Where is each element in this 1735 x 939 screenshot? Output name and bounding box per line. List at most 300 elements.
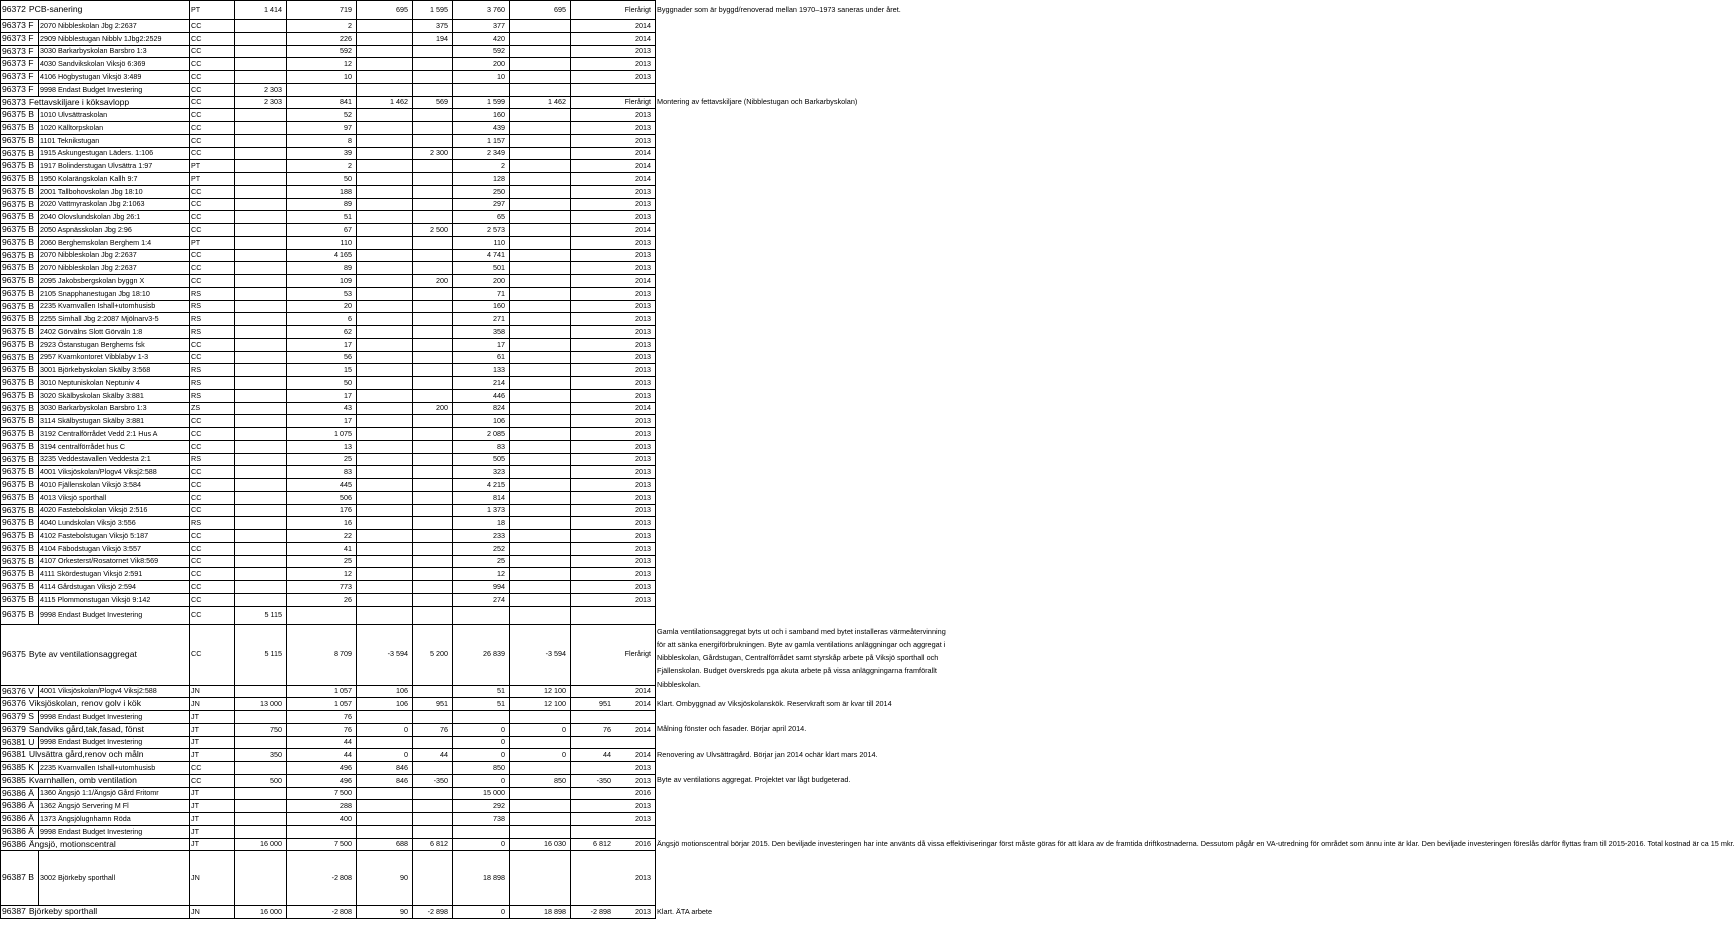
budget-value (234, 108, 286, 121)
total-value: 71 (497, 288, 505, 298)
total-estimate: 1 462 (548, 97, 566, 107)
budget-value (234, 761, 286, 774)
total-value: 0 (501, 750, 505, 760)
responsible-code: JN (191, 873, 200, 883)
object-name: 1915 Askungestugan Läders. 1:106 (40, 148, 154, 158)
responsible-code: JT (191, 826, 199, 836)
budget-value: 2 303 (264, 97, 282, 107)
responsible-code: CC (191, 122, 202, 132)
deviation-value (356, 57, 412, 70)
deviation-value (356, 427, 412, 440)
object-name: 1010 Ulvsättraskolan (40, 110, 108, 120)
responsible-code: CC (191, 212, 202, 222)
outcome-value: 26 (344, 594, 352, 604)
budget-value (234, 376, 286, 389)
table-row (0, 491, 960, 504)
outcome-value: 17 (344, 390, 352, 400)
responsible-code: CC (191, 135, 202, 145)
forecast-value (412, 606, 452, 624)
forecast-value (412, 555, 452, 568)
budget-value (234, 159, 286, 172)
total-value: 233 (493, 530, 505, 540)
project-number: 96379 (2, 723, 26, 734)
outcome-value: 1 075 (334, 428, 352, 438)
object-name: 2235 Kvarnvallen Ishall+utomhusisb (40, 762, 156, 772)
deviation-value: 695 (396, 4, 408, 14)
forecast-value (412, 45, 452, 58)
object-name: 9998 Endast Budget Investering (40, 737, 143, 747)
outcome-value: 6 (348, 314, 352, 324)
total-estimate (509, 567, 570, 580)
comment: Klart. Ombyggnad av Viksjöskolanskök. Reservkraft som är kvar till 2014 (657, 698, 892, 708)
deviation-value (356, 45, 412, 58)
outcome-value: 719 (340, 4, 352, 14)
completion-year: 2013 (635, 556, 651, 566)
total-value: 994 (493, 581, 505, 591)
completion-year: 2013 (635, 314, 651, 324)
budget-value (234, 389, 286, 402)
total-estimate (509, 736, 570, 749)
budget-value (234, 555, 286, 568)
deviation-value (356, 710, 412, 723)
budget-value (234, 453, 286, 466)
completion-year: 2013 (635, 212, 651, 222)
total-estimate (509, 427, 570, 440)
budget-value (234, 325, 286, 338)
forecast-value (412, 70, 452, 83)
deviation-value: 106 (396, 699, 408, 709)
object-id: 96375 B (2, 173, 35, 184)
total-estimate (509, 799, 570, 812)
responsible-code: RS (191, 326, 201, 336)
table-row (0, 57, 960, 70)
object-id: 96375 B (2, 249, 35, 260)
completion-year: 2013 (635, 454, 651, 464)
outcome-value: 89 (344, 199, 352, 209)
responsible-code: JN (191, 686, 200, 696)
deviation-value: 1 462 (390, 97, 408, 107)
object-id: 96375 B (2, 224, 35, 235)
responsible-code: RS (191, 454, 201, 464)
object-name: 9998 Endast Budget Investering (40, 826, 143, 836)
object-name: 2070 Nibbleskolan Jbg 2:2637 (40, 250, 137, 260)
completion-year: 2013 (635, 813, 651, 823)
total-estimate (509, 83, 570, 96)
responsible-code: CC (191, 594, 202, 604)
total-value: 0 (501, 907, 505, 917)
object-name: 1362 Ängsjö Servering M Fl (40, 801, 129, 811)
budget-value (234, 198, 286, 211)
outcome-value: 226 (340, 33, 352, 43)
project-number: 96373 (2, 96, 26, 107)
responsible-code: PT (191, 173, 201, 183)
total-estimate (509, 555, 570, 568)
total-value: 1 157 (487, 135, 505, 145)
budget-value (234, 210, 286, 223)
completion-year: 2014 (635, 750, 651, 760)
deviation-value (356, 249, 412, 262)
object-id: 96375 B (2, 211, 35, 222)
completion-year (570, 606, 655, 624)
table-row (0, 376, 960, 389)
deviation-value (356, 376, 412, 389)
comment: Målning fönster och fasader. Börjar april 2014. (657, 724, 807, 734)
forecast-value (412, 414, 452, 427)
deviation-value (356, 389, 412, 402)
responsible-code: JT (191, 724, 199, 734)
responsible-code: CC (191, 71, 202, 81)
project-name: Kvarnhallen, omb ventilation (28, 774, 137, 785)
total-value: 824 (493, 403, 505, 413)
total-estimate (509, 108, 570, 121)
project-number: 96385 (2, 774, 26, 785)
object-id: 96375 B (2, 504, 35, 515)
budget-value (234, 542, 286, 555)
total-estimate (509, 389, 570, 402)
outcome-value: -2 808 (331, 873, 352, 883)
object-id: 96373 F (2, 83, 34, 94)
table-row (0, 172, 960, 185)
total-estimate (509, 134, 570, 147)
budget-value (234, 414, 286, 427)
budget-value (234, 580, 286, 593)
forecast-value: 569 (436, 97, 448, 107)
object-name: 3194 centralförrådet hus C (40, 441, 126, 451)
forecast-value: -350 (433, 775, 448, 785)
deviation-value (356, 580, 412, 593)
forecast-value (412, 580, 452, 593)
responsible-code: JT (191, 711, 199, 721)
table-row (0, 555, 960, 568)
object-id: 96375 B (2, 542, 35, 553)
budget-value (234, 70, 286, 83)
completion-year: 2013 (635, 326, 651, 336)
budget-value: 350 (270, 750, 282, 760)
outcome-value: 13 (344, 441, 352, 451)
budget-value (234, 147, 286, 160)
total-estimate (509, 147, 570, 160)
object-id: 96376 V (2, 685, 35, 696)
total-value (452, 83, 509, 96)
object-id: 96375 B (2, 568, 35, 579)
total-estimate (509, 787, 570, 800)
comment: Klart. ÄTA arbete (657, 907, 713, 917)
total-estimate (509, 812, 570, 825)
total-value: 592 (493, 46, 505, 56)
budget-value (234, 465, 286, 478)
forecast-value (412, 542, 452, 555)
object-name: 1950 Kolarängskolan Kallh 9:7 (40, 173, 138, 183)
completion-year: 2013 (635, 377, 651, 387)
object-name: 4013 Viksjö sporthall (40, 492, 107, 502)
project-id (0, 723, 189, 736)
budget-value (234, 363, 286, 376)
forecast-value: 2 500 (430, 224, 448, 234)
responsible-code: RS (191, 301, 201, 311)
outcome-value: 592 (340, 46, 352, 56)
outcome-value: 53 (344, 288, 352, 298)
completion-year: 2014 (635, 224, 651, 234)
total-estimate (509, 70, 570, 83)
object-id: 96386 Ä (2, 825, 35, 836)
total-estimate (509, 478, 570, 491)
forecast-value (412, 108, 452, 121)
table-row (0, 465, 960, 478)
responsible-code: CC (191, 59, 202, 69)
deviation-value (356, 121, 412, 134)
forecast-value: 200 (436, 275, 448, 285)
deviation-value (356, 19, 412, 32)
completion-year: 2014 (635, 699, 651, 709)
table-row (0, 159, 960, 172)
completion-year: 2013 (635, 122, 651, 132)
completion-year (570, 83, 655, 96)
year-deviation: 76 (603, 724, 611, 734)
total-estimate (509, 210, 570, 223)
project-name: Ulvsättra gård,renov och måln (28, 749, 144, 760)
outcome-value: 25 (344, 454, 352, 464)
total-estimate (509, 121, 570, 134)
table-row (0, 478, 960, 491)
completion-year: 2013 (635, 416, 651, 426)
object-id: 96386 Ä (2, 800, 35, 811)
deviation-value: 688 (396, 839, 408, 849)
table-row (0, 210, 960, 223)
completion-year (570, 710, 655, 723)
project-id (0, 838, 189, 851)
forecast-value (412, 198, 452, 211)
total-estimate (509, 312, 570, 325)
responsible-code: PT (191, 161, 201, 171)
responsible-code: CC (191, 492, 202, 502)
forecast-value (412, 812, 452, 825)
completion-year: 2013 (635, 390, 651, 400)
completion-year: 2013 (635, 775, 651, 785)
total-estimate (509, 465, 570, 478)
object-id: 96375 B (2, 581, 35, 592)
total-value: 3 760 (487, 4, 505, 14)
total-estimate (509, 261, 570, 274)
budget-value (234, 45, 286, 58)
completion-year: 2014 (635, 148, 651, 158)
total-estimate (509, 57, 570, 70)
object-name: 3235 Veddestavallen Veddesta 2:1 (40, 454, 151, 464)
budget-value (234, 351, 286, 364)
total-estimate (509, 440, 570, 453)
budget-value (234, 261, 286, 274)
budget-value: 750 (270, 724, 282, 734)
budget-value: 5 115 (264, 649, 282, 659)
outcome-value: 50 (344, 377, 352, 387)
forecast-value (412, 465, 452, 478)
object-name: 2050 Aspnässkolan Jbg 2:96 (40, 224, 132, 234)
object-id: 96375 B (2, 122, 35, 133)
outcome-value: 51 (344, 212, 352, 222)
responsible-code: PT (191, 237, 201, 247)
responsible-code: CC (191, 224, 202, 234)
table-row (0, 223, 960, 236)
outcome-value: 7 500 (334, 839, 352, 849)
completion-year: 2013 (635, 428, 651, 438)
deviation-value (356, 198, 412, 211)
object-id: 96373 F (2, 58, 34, 69)
object-name: 4114 Gårdstugan Viksjö 2:594 (40, 581, 137, 591)
forecast-value: -2 898 (427, 907, 448, 917)
completion-year: 2013 (635, 518, 651, 528)
object-name: 1020 Källtorpskolan (40, 122, 104, 132)
object-id: 96375 B (2, 415, 35, 426)
outcome-value: 2 (348, 161, 352, 171)
comment: Gamla ventilationsaggregat byts ut och i samband med bytet installeras värmeåtervinning för att sänka energiförbrukningen. Byte av gamla ventilations anläggningar och aggregat i Nibbleskolan, Gårdstugan, Centralförrådet samt styrskåp arbete på Viksjö sporthall och Fjällenskolan. Budget överskreds pga akuta arbete på vissa anläggningarna framförallt Nibbleskolan. (657, 626, 946, 689)
comment: Byte av ventilations aggregat. Projektet var lågt budgeterad. (657, 775, 851, 785)
total-value: 2 085 (487, 428, 505, 438)
object-name: 2105 Snapphanestugan Jbg 18:10 (40, 288, 150, 298)
completion-year: 2013 (635, 46, 651, 56)
total-value: 65 (497, 212, 505, 222)
completion-year: 2013 (635, 365, 651, 375)
responsible-code: JT (191, 813, 199, 823)
outcome-value: 56 (344, 352, 352, 362)
summary-row (0, 838, 1735, 851)
outcome-value: 62 (344, 326, 352, 336)
outcome-value: 1 057 (334, 699, 352, 709)
object-name: 9998 Endast Budget Investering (40, 609, 143, 619)
forecast-value (412, 363, 452, 376)
completion-year: 2014 (635, 724, 651, 734)
object-id: 96375 B (2, 593, 35, 604)
total-value: 252 (493, 543, 505, 553)
table-row (0, 198, 960, 211)
responsible-code: PT (191, 4, 201, 14)
total-estimate (509, 580, 570, 593)
total-value: 106 (493, 416, 505, 426)
object-name: 3030 Barkarbyskolan Barsbro 1:3 (40, 403, 147, 413)
object-id: 96375 B (2, 453, 35, 464)
table-row (0, 761, 960, 774)
total-value: 15 000 (483, 788, 505, 798)
outcome-value: 110 (340, 237, 352, 247)
completion-year: 2014 (635, 20, 651, 30)
budget-value (234, 274, 286, 287)
table-row (0, 249, 960, 262)
object-id: 96375 B (2, 466, 35, 477)
forecast-value (412, 261, 452, 274)
budget-value: 500 (270, 775, 282, 785)
total-estimate (509, 376, 570, 389)
deviation-value (356, 134, 412, 147)
object-name: 1917 Bolinderstugan Ulvsättra 1:97 (40, 161, 153, 171)
deviation-value (356, 312, 412, 325)
deviation-value (356, 825, 412, 838)
total-estimate (509, 300, 570, 313)
total-estimate (509, 402, 570, 415)
object-name: 4020 Fastebolskolan Viksjö 2:516 (40, 505, 148, 515)
responsible-code: CC (191, 97, 202, 107)
table-row (0, 685, 960, 698)
forecast-value (412, 850, 452, 905)
deviation-value (356, 453, 412, 466)
forecast-value (412, 440, 452, 453)
outcome-value: 8 (348, 135, 352, 145)
deviation-value (356, 185, 412, 198)
completion-year: Flerårigt (624, 649, 651, 659)
responsible-code: CC (191, 352, 202, 362)
object-name: 3010 Neptuniskolan Neptuniv 4 (40, 377, 140, 387)
summary-row (0, 905, 960, 918)
forecast-value (412, 312, 452, 325)
object-id: 96375 B (2, 364, 35, 375)
table-row (0, 32, 960, 45)
forecast-value (412, 685, 452, 698)
total-value: 420 (493, 33, 505, 43)
total-value: 26 839 (483, 649, 505, 659)
forecast-value: 951 (436, 699, 448, 709)
budget-value (234, 427, 286, 440)
total-estimate: 0 (562, 750, 566, 760)
total-estimate (509, 491, 570, 504)
total-value: 12 (497, 569, 505, 579)
responsible-code: CC (191, 84, 202, 94)
completion-year: 2014 (635, 33, 651, 43)
total-estimate (509, 274, 570, 287)
outcome-value: 76 (344, 711, 352, 721)
forecast-value (412, 389, 452, 402)
total-value: 61 (497, 352, 505, 362)
object-name: 4115 Plommonstugan Viksjö 9:142 (40, 594, 151, 604)
table-row (0, 787, 960, 800)
budget-value (234, 850, 286, 905)
object-name: 2909 Nibblestugan Nibblv 1Jbg2:2529 (40, 33, 162, 43)
object-name: 2255 Simhall Jbg 2:2087 Mjölnarv3-5 (40, 314, 159, 324)
forecast-value: 194 (436, 33, 448, 43)
table-row (0, 402, 960, 415)
outcome-value: 43 (344, 403, 352, 413)
completion-year: 2013 (635, 199, 651, 209)
total-value (452, 606, 509, 624)
object-id: 96375 B (2, 287, 35, 298)
completion-year: 2013 (635, 186, 651, 196)
outcome-value: 39 (344, 148, 352, 158)
table-row (0, 567, 960, 580)
total-estimate: 16 030 (544, 839, 566, 849)
responsible-code: CC (191, 263, 202, 273)
object-id: 96375 B (2, 134, 35, 145)
responsible-code: CC (191, 530, 202, 540)
object-name: 3192 Centralförrådet Vedd 2:1 Hus A (40, 428, 158, 438)
budget-value (234, 799, 286, 812)
outcome-value: 76 (344, 724, 352, 734)
object-name: 3002 Björkeby sporthall (40, 873, 116, 883)
object-name: 4001 Viksjöskolan/Plogv4 Viksj2:588 (40, 467, 157, 477)
outcome-value: 67 (344, 224, 352, 234)
total-value: 271 (493, 314, 505, 324)
deviation-value (356, 812, 412, 825)
total-value: 1 373 (487, 505, 505, 515)
table-row (0, 108, 960, 121)
deviation-value (356, 555, 412, 568)
forecast-value (412, 567, 452, 580)
outcome-value: 12 (344, 569, 352, 579)
project-name: PCB-sanering (28, 4, 83, 15)
object-name: 4102 Fastebolstugan Viksjö 5:187 (40, 530, 149, 540)
comment: Byggnader som är byggd/renoverad mellan 1970–1973 saneras under året. (657, 4, 901, 14)
outcome-value: 15 (344, 365, 352, 375)
outcome-value: 83 (344, 467, 352, 477)
deviation-value (356, 606, 412, 624)
deviation-value (356, 261, 412, 274)
object-name: 2060 Berghemskolan Berghem 1:4 (40, 237, 152, 247)
outcome-value: 109 (340, 275, 352, 285)
